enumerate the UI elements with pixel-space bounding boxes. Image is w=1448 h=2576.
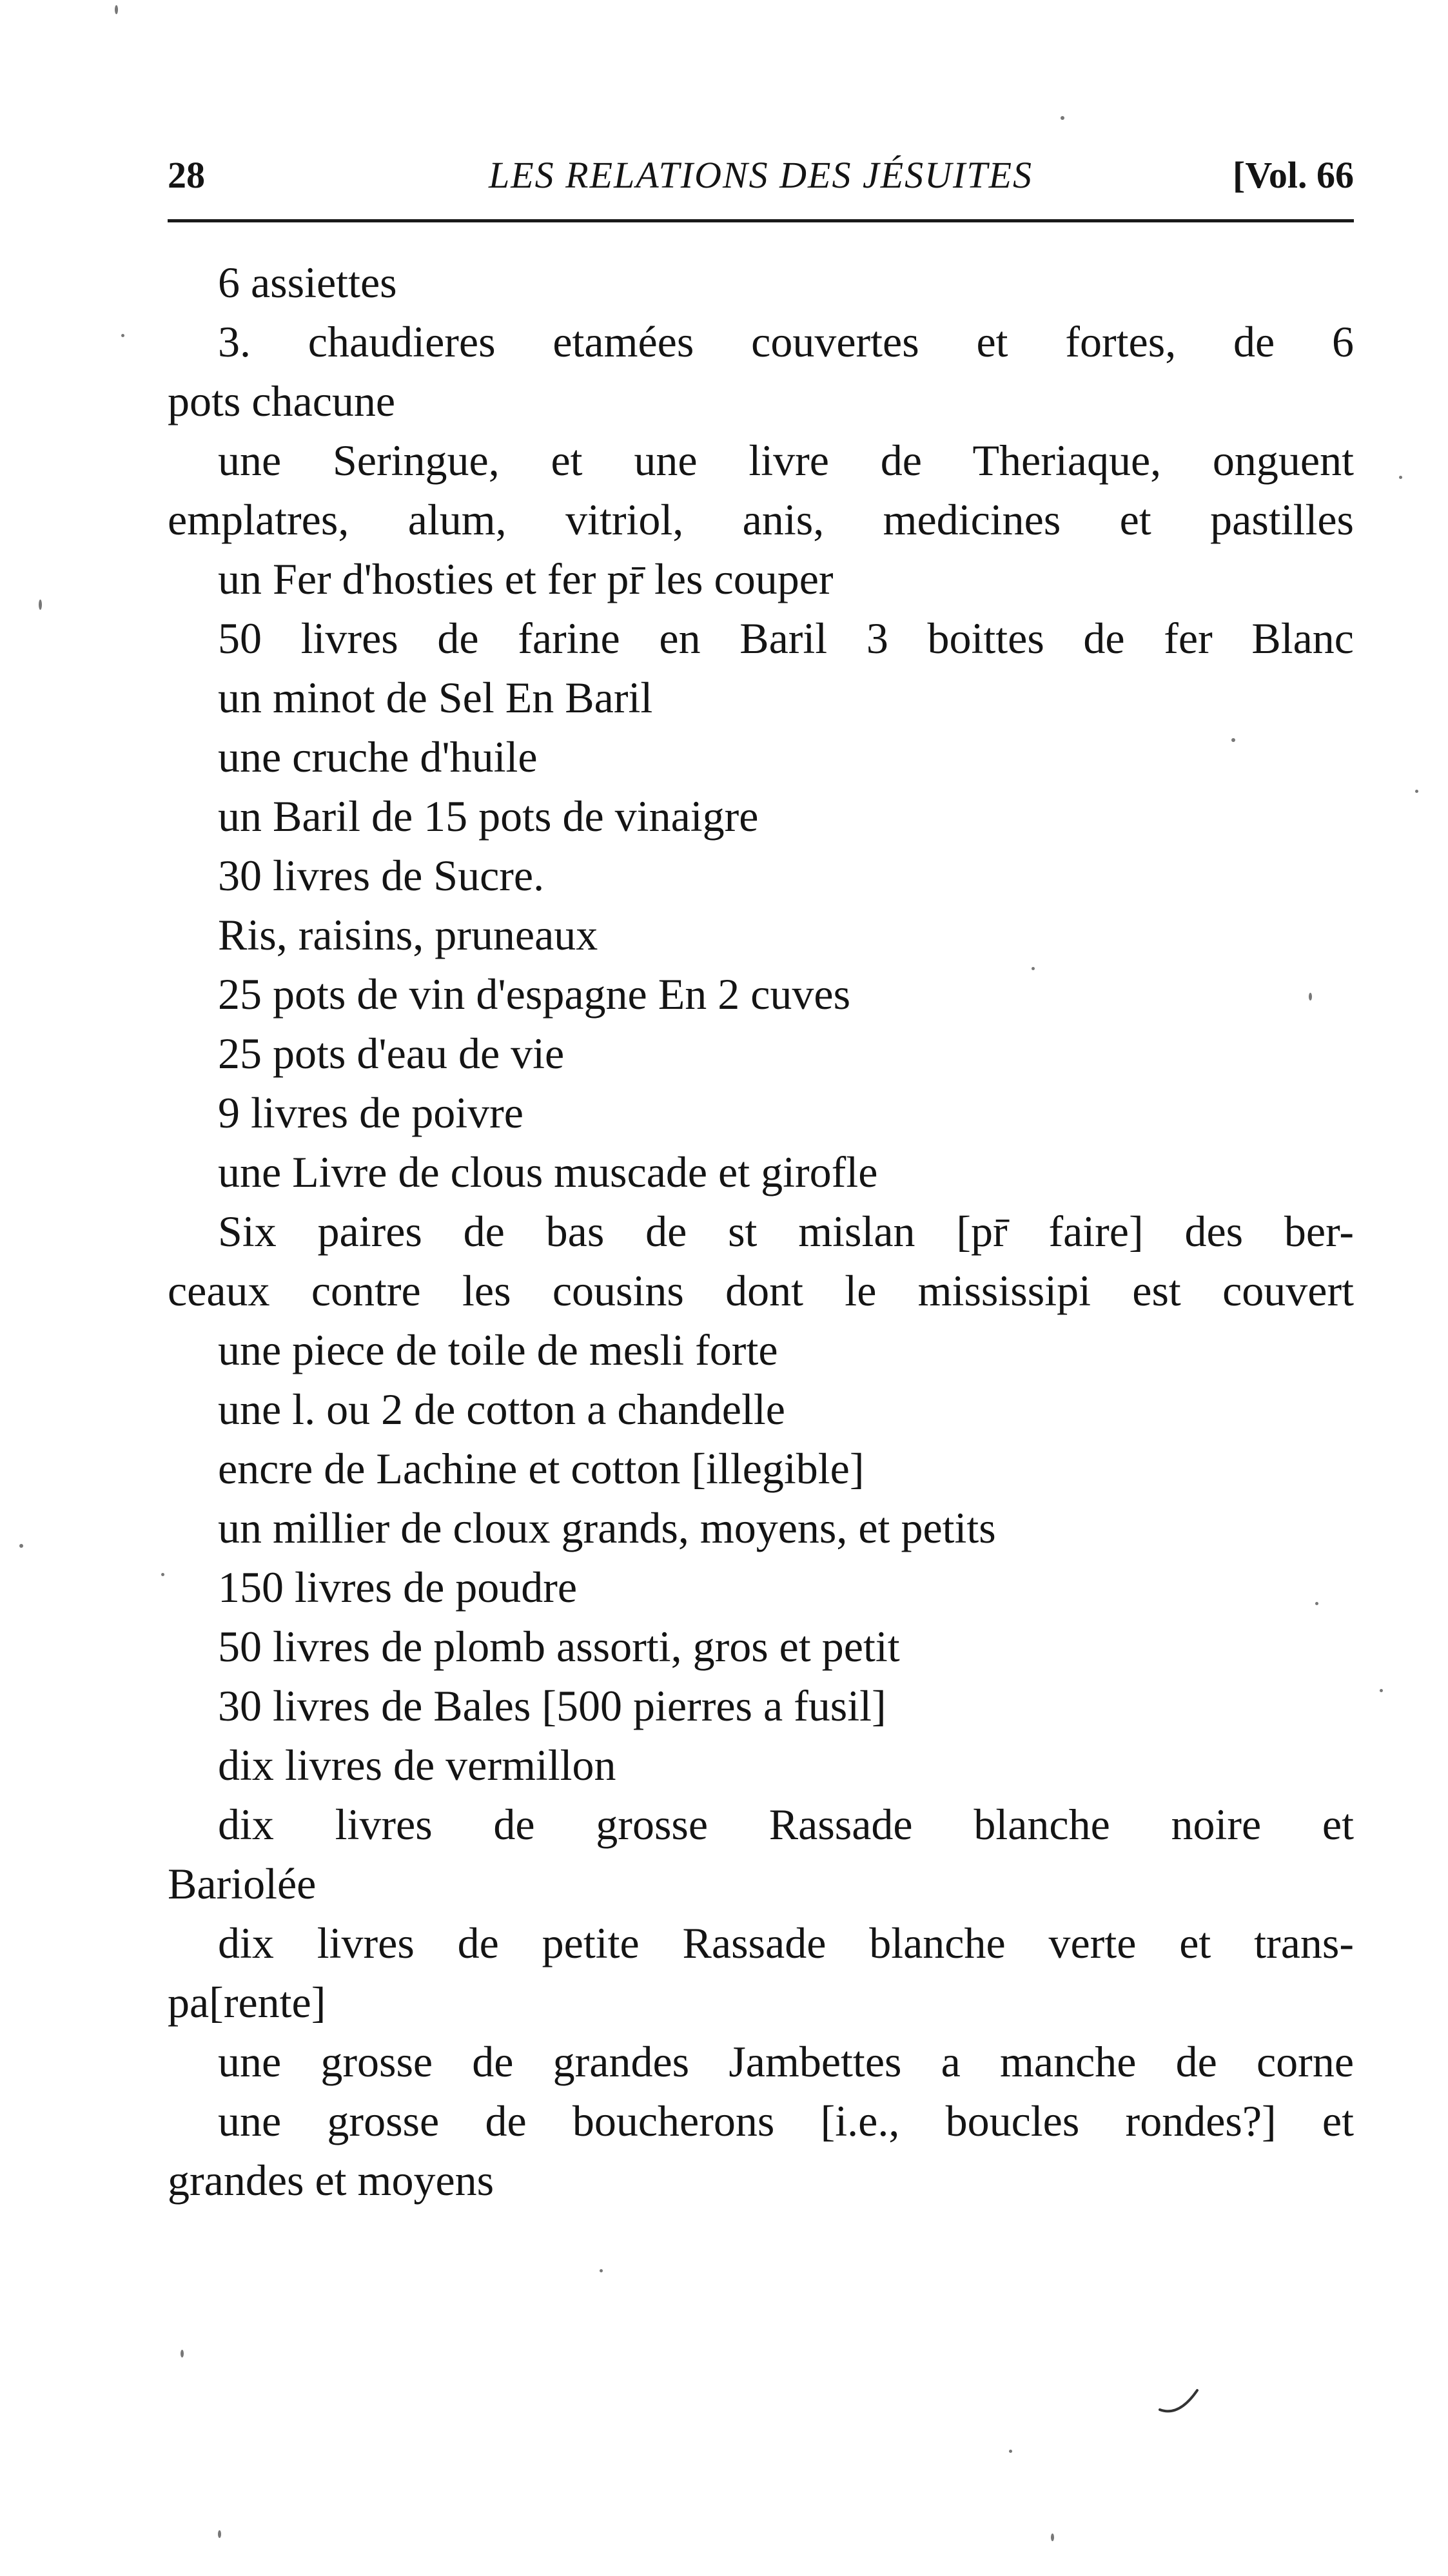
text-line: 50 livres de plomb assorti, gros et petit bbox=[218, 1622, 900, 1671]
scan-speck bbox=[121, 334, 124, 337]
text-line: 150 livres de poudre bbox=[218, 1563, 578, 1612]
text-line: pots chacune bbox=[168, 376, 396, 425]
text-line: un Baril de 15 pots de vinaigre bbox=[218, 792, 759, 841]
ink-mark bbox=[1157, 2385, 1202, 2417]
page-number: 28 bbox=[168, 154, 205, 196]
text-line: encre de Lachine et cotton [illegible] bbox=[218, 1444, 865, 1493]
text-line: un Fer d'hosties et fer pr̄ les couper bbox=[218, 554, 834, 603]
scan-speck bbox=[115, 5, 118, 14]
text-line: grandes et moyens bbox=[168, 2156, 494, 2205]
text-line: emplatres, alum, vitriol, anis, medicines et pastilles bbox=[168, 495, 1354, 544]
text-line: une Livre de clous muscade et girofle bbox=[218, 1147, 878, 1196]
text-line: 30 livres de Bales [500 pierres a fusil] bbox=[218, 1681, 886, 1730]
text-line: 6 assiettes bbox=[218, 258, 397, 307]
scan-speck bbox=[39, 600, 42, 610]
text-line: 3. chaudieres etamées couvertes et fortes, de 6 bbox=[218, 317, 1354, 366]
text-line: une cruche d'huile bbox=[218, 732, 538, 781]
text-line: dix livres de grosse Rassade blanche noire et bbox=[218, 1800, 1354, 1849]
text-line: 50 livres de farine en Baril 3 boittes de fer Blanc bbox=[218, 614, 1354, 663]
scan-speck bbox=[1415, 790, 1418, 793]
text-line: un minot de Sel En Baril bbox=[218, 673, 653, 722]
text-line: dix livres de petite Rassade blanche verte et trans- bbox=[218, 1918, 1354, 1967]
scan-speck bbox=[161, 1573, 164, 1576]
text-line: une grosse de boucherons [i.e., boucles rondes?] et bbox=[218, 2096, 1354, 2145]
page-header bbox=[168, 153, 1354, 205]
text-line: 9 livres de poivre bbox=[218, 1088, 523, 1137]
scan-speck bbox=[600, 2269, 603, 2272]
text-line: 25 pots d'eau de vie bbox=[218, 1029, 565, 1078]
text-line: une Seringue, et une livre de Theriaque, onguent bbox=[218, 436, 1354, 485]
scan-speck bbox=[1380, 1689, 1383, 1692]
text-line: Six paires de bas de st mislan [pr̄ faire] des ber- bbox=[218, 1207, 1354, 1256]
scan-speck bbox=[218, 2530, 221, 2538]
text-line: une piece de toile de mesli forte bbox=[218, 1325, 778, 1374]
text-line: 25 pots de vin d'espagne En 2 cuves bbox=[218, 970, 851, 1019]
text-line: une grosse de grandes Jambettes a manche de corne bbox=[218, 2037, 1354, 2086]
scan-speck bbox=[19, 1544, 23, 1548]
header-rule bbox=[168, 219, 1354, 222]
body-text bbox=[168, 253, 1354, 2210]
scan-speck bbox=[1231, 738, 1235, 742]
scan-speck bbox=[1399, 476, 1402, 479]
text-line: un millier de cloux grands, moyens, et petits bbox=[218, 1503, 996, 1552]
scan-speck bbox=[181, 2350, 184, 2357]
scan-speck bbox=[1032, 967, 1035, 970]
scan-speck bbox=[1309, 993, 1312, 1000]
scan-speck bbox=[1315, 1602, 1318, 1605]
text-line: dix livres de vermillon bbox=[218, 1741, 616, 1790]
scan-speck bbox=[1051, 2533, 1054, 2541]
text-line: pa[rente] bbox=[168, 1978, 326, 2027]
text-line: une l. ou 2 de cotton a chandelle bbox=[218, 1385, 785, 1434]
text-line: Bariolée bbox=[168, 1859, 317, 1908]
volume-label: [Vol. 66 bbox=[1233, 154, 1354, 196]
text-line: ceaux contre les cousins dont le mississipi est couvert bbox=[168, 1266, 1354, 1315]
scan-speck bbox=[1009, 2450, 1012, 2453]
running-title: LES RELATIONS DES JÉSUITES bbox=[488, 154, 1033, 196]
scan-speck bbox=[1061, 116, 1064, 120]
text-line: Ris, raisins, pruneaux bbox=[218, 910, 598, 959]
text-line: 30 livres de Sucre. bbox=[218, 851, 545, 900]
